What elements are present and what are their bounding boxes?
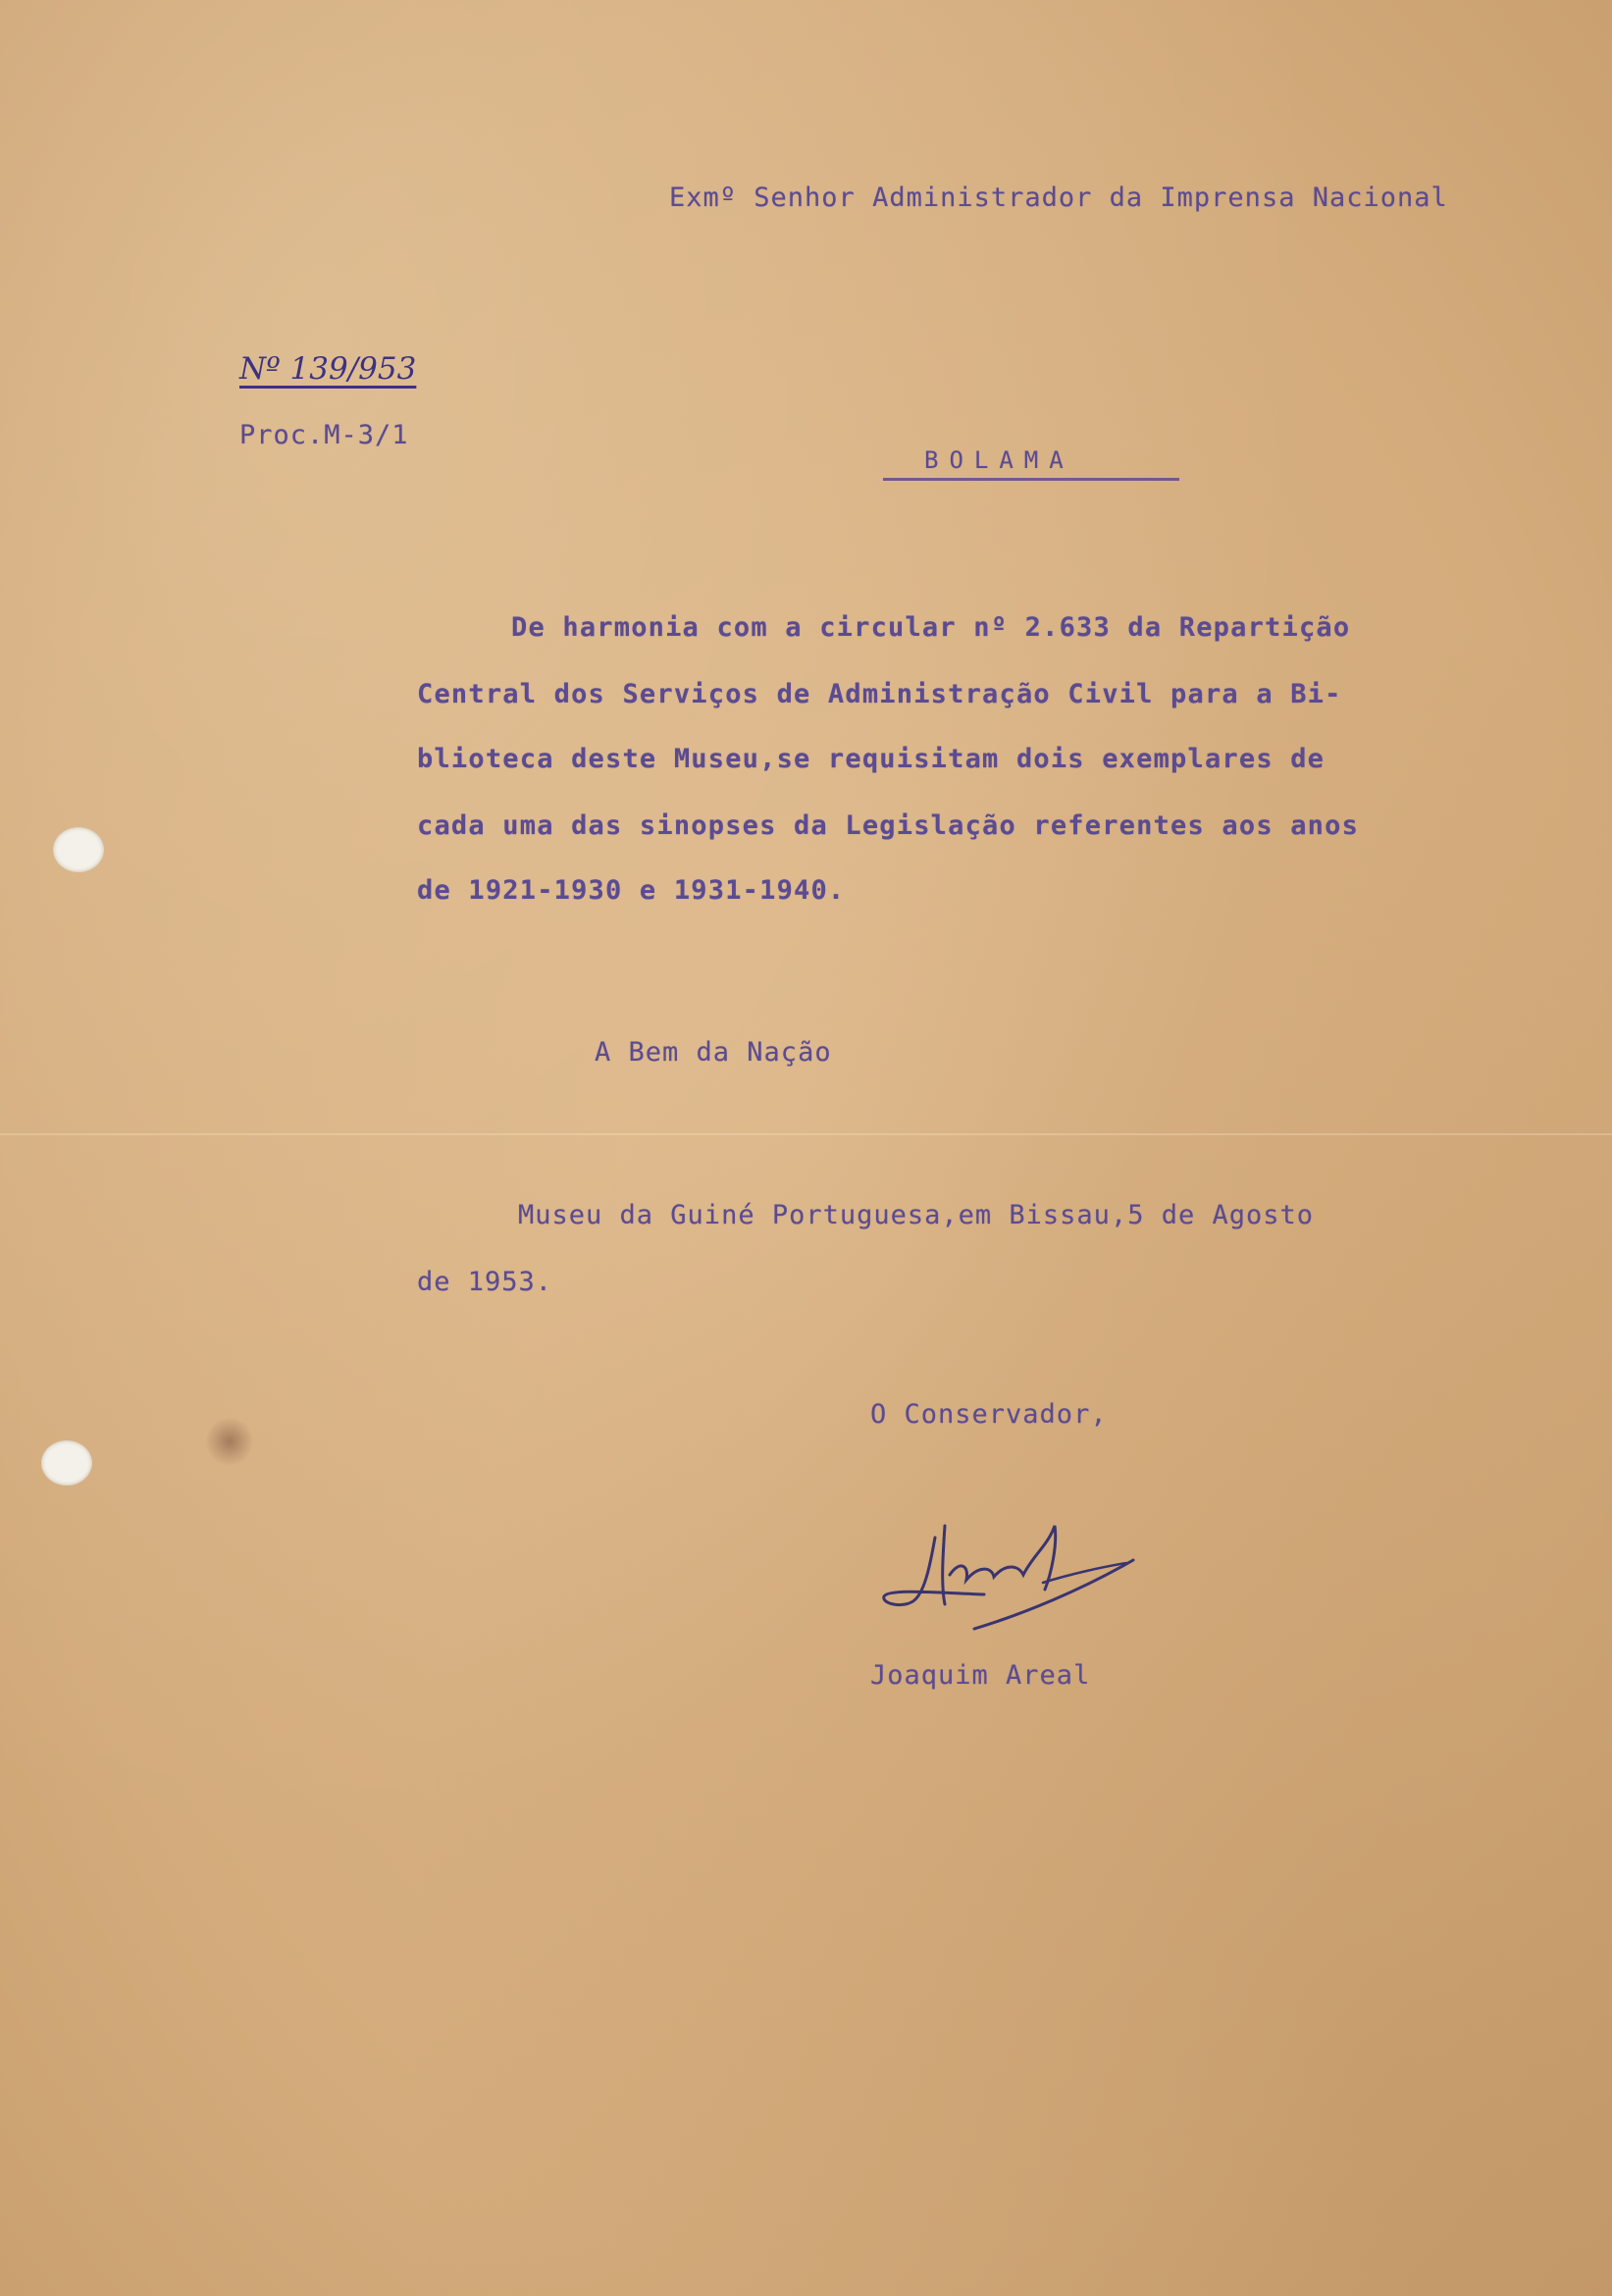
paper-fold: [0, 1133, 1612, 1135]
place-date-line: Museu da Guiné Portuguesa,em Bissau,5 de Agosto: [518, 1200, 1315, 1230]
closing-salutation: A Bem da Nação: [595, 1037, 832, 1068]
addressee-line: Exmº Senhor Administrador da Imprensa Nacional: [669, 183, 1448, 213]
body-line: de 1921-1930 e 1931-1940.: [417, 875, 846, 906]
destination-heading: BOLAMA: [924, 446, 1074, 474]
punch-hole: [41, 1440, 92, 1486]
reference-number: Nº 139/953: [239, 351, 417, 387]
destination-underline: [883, 478, 1179, 481]
signatory-role: O Conservador,: [870, 1399, 1108, 1430]
handwritten-signature: [876, 1506, 1151, 1644]
signatory-name: Joaquim Areal: [870, 1660, 1091, 1691]
body-line: De harmonia com a circular nº 2.633 da Repartição: [511, 612, 1351, 643]
body-line: Central dos Serviços de Administração Civil para a Bi-: [417, 679, 1342, 709]
body-line: blioteca deste Museu,se requisitam dois exemplares de: [417, 744, 1326, 774]
place-date-line: de 1953.: [417, 1267, 553, 1297]
body-line: cada uma das sinopses da Legislação referentes aos anos: [417, 810, 1360, 841]
punch-hole: [53, 827, 104, 872]
ink-stain: [206, 1416, 253, 1467]
process-reference: Proc.M-3/1: [239, 420, 409, 450]
